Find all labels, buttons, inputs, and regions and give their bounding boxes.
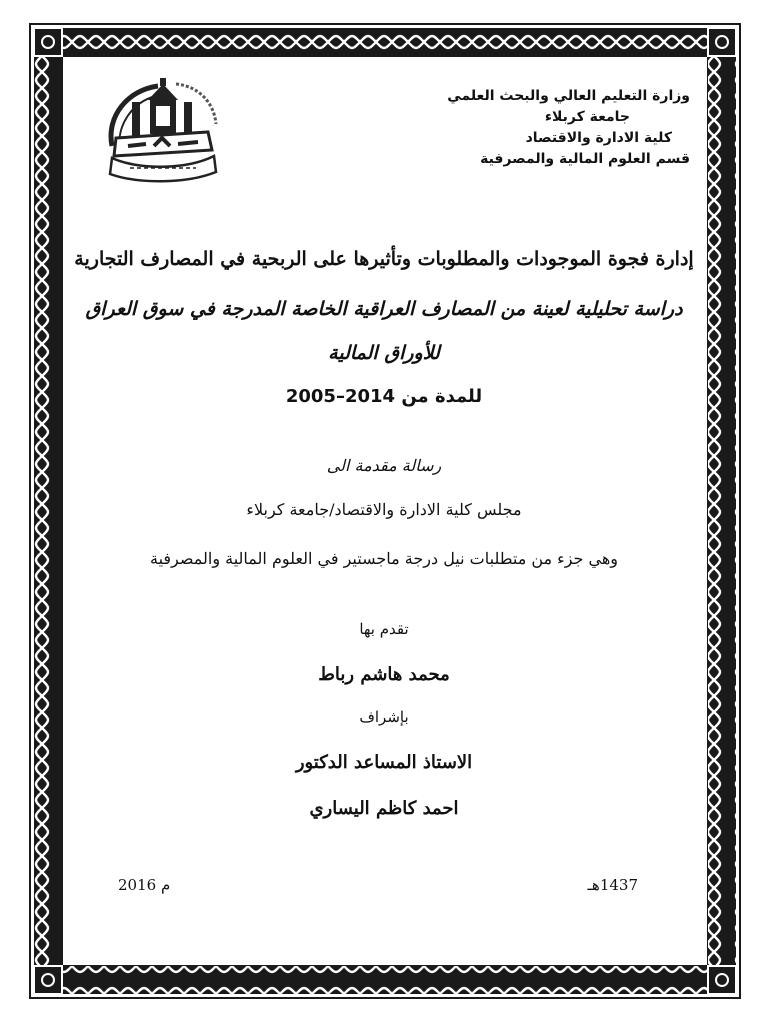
supervision-label: بإشراف [359,708,409,726]
supervisor-name: احمد كاظم اليساري [309,798,459,819]
submission-note: رسالة مقدمة الى [326,456,442,475]
institution-header [390,86,690,170]
department-name: قسم العلوم المالية والمصرفية [480,151,690,167]
college-name: كلية الادارة والاقتصاد [525,130,672,146]
degree-requirement: وهي جزء من متطلبات نيل درجة ماجستير في العلوم المالية والمصرفية [149,549,619,568]
supervisor-title: الاستاذ المساعد الدكتور [295,752,473,773]
gregorian-year: 2016 م [118,876,171,894]
author-name: محمد هاشم رباط [318,664,450,685]
university-seal-icon [98,76,226,186]
council-name: مجلس كلية الادارة والاقتصاد/جامعة كربلاء [246,500,522,519]
title-page [70,70,698,954]
study-period [70,386,698,407]
study-period-years: 2005–2014 [285,386,396,407]
university-name: جامعة كربلاء [544,109,630,125]
hijri-year: 1437هـ [587,876,638,894]
thesis-subtitle-line1: دراسة تحليلية لعينة من المصارف العراقية الخاصة المدرجة في سوق العراق [85,298,683,320]
thesis-subtitle-line2: للأوراق المالية [328,342,440,364]
thesis-title: إدارة فجوة الموجودات والمطلوبات وتأثيرها على الربحية في المصارف التجارية [74,248,694,270]
ministry-name: وزارة التعليم العالي والبحث العلمي [447,88,690,104]
presented-by-label: تقدم بها [359,620,409,638]
study-period-label: للمدة من [401,386,483,407]
